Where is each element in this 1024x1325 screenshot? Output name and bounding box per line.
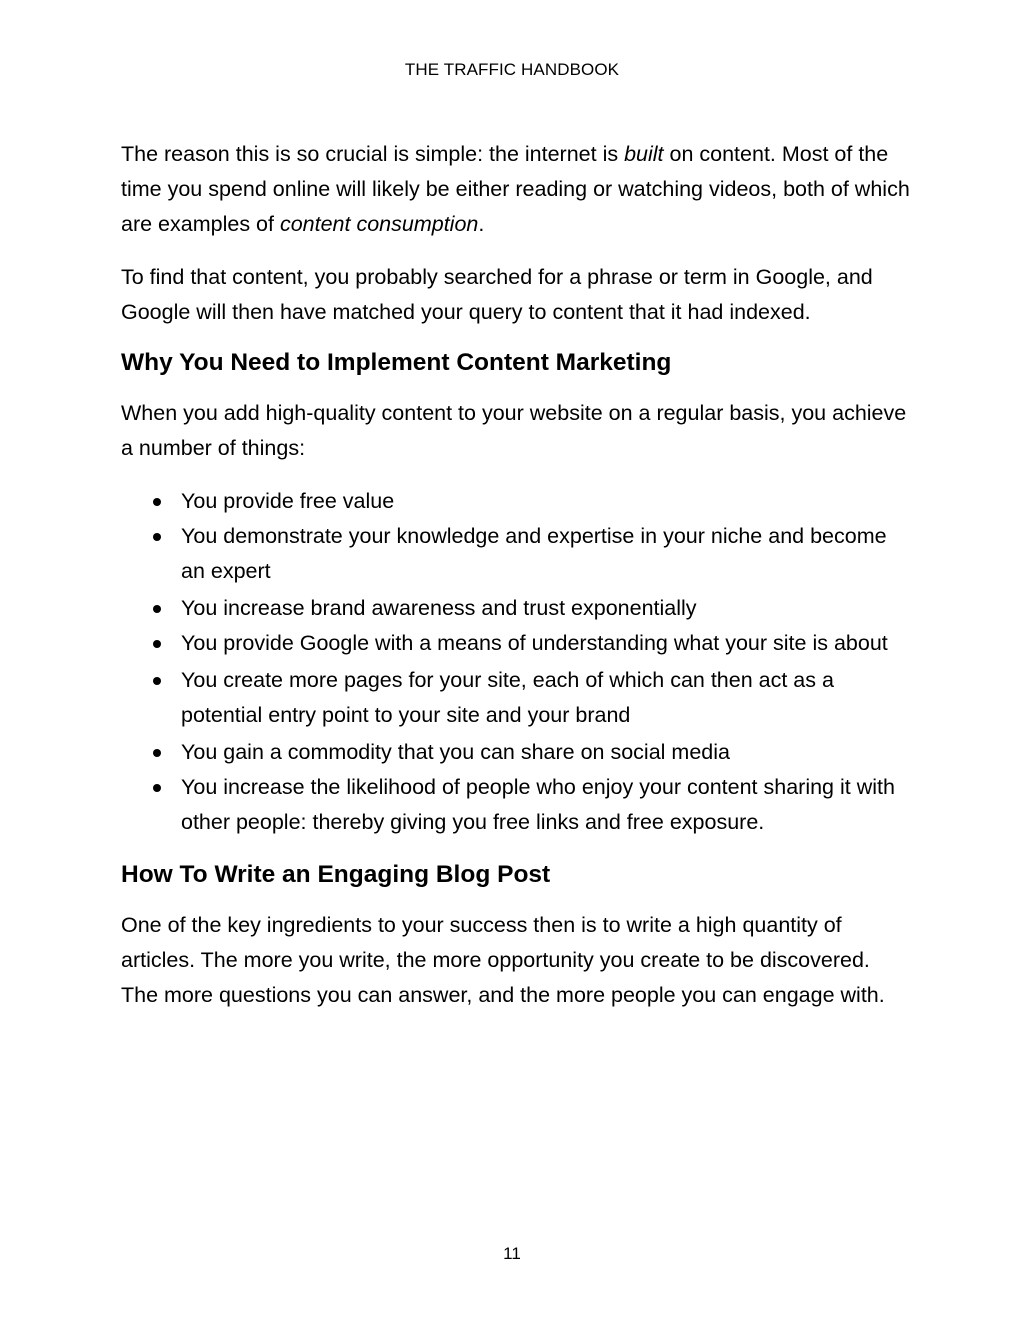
italic-text: built xyxy=(624,142,664,166)
list-item xyxy=(121,591,911,626)
list-item-text: You create more pages for your site, each of which can then act as a potential entry point to your site and your brand xyxy=(181,668,834,727)
bullet-icon xyxy=(153,605,161,613)
paragraph-internet-content xyxy=(121,137,911,242)
paragraph-content-benefits-intro: When you add high-quality content to your website on a regular basis, you achieve a number of things: xyxy=(121,401,907,460)
benefits-list xyxy=(121,484,911,840)
list-item xyxy=(121,484,911,519)
paragraph-google-search: To find that content, you probably searched for a phrase or term in Google, and Google will then have matched your query to content that it had indexed. xyxy=(121,265,873,324)
heading-blog-post: How To Write an Engaging Blog Post xyxy=(121,861,551,888)
text-run: on content. Most of the time you spend online will likely be either reading or watching videos, both of which are examples of xyxy=(121,142,910,236)
list-item xyxy=(121,519,911,589)
list-item-text: You increase brand awareness and trust exponentially xyxy=(181,596,697,620)
list-item xyxy=(121,663,911,733)
text-run: . xyxy=(478,212,485,236)
list-item xyxy=(121,626,911,661)
bullet-icon xyxy=(153,749,161,757)
text-run: The reason this is so crucial is simple: the internet is xyxy=(121,142,625,166)
italic-text: content consumption xyxy=(279,212,479,236)
bullet-icon xyxy=(153,677,161,685)
list-item-text: You gain a commodity that you can share on social media xyxy=(181,740,730,764)
page-content xyxy=(121,137,911,1031)
page-number: 11 xyxy=(503,1244,521,1263)
heading-content-marketing: Why You Need to Implement Content Marketing xyxy=(121,349,672,376)
list-item xyxy=(121,735,911,770)
bullet-icon xyxy=(153,533,161,541)
bullet-icon xyxy=(153,640,161,648)
list-item-text: You increase the likelihood of people who enjoy your content sharing it with other people: thereby giving you free links and free exposure. xyxy=(181,775,895,834)
list-item-text: You demonstrate your knowledge and expertise in your niche and become an expert xyxy=(181,524,887,583)
list-item xyxy=(121,770,911,840)
list-item-text: You provide Google with a means of understanding what your site is about xyxy=(181,631,888,655)
bullet-icon xyxy=(153,498,161,506)
bullet-icon xyxy=(153,784,161,792)
running-header: THE TRAFFIC HANDBOOK xyxy=(404,60,620,79)
list-item-text: You provide free value xyxy=(181,489,395,513)
paragraph-write-articles: One of the key ingredients to your success then is to write a high quantity of articles. The more you write, the more opportunity you create to be discovered. The more questions you can answer, and the more people you can engage with. xyxy=(121,913,885,1007)
